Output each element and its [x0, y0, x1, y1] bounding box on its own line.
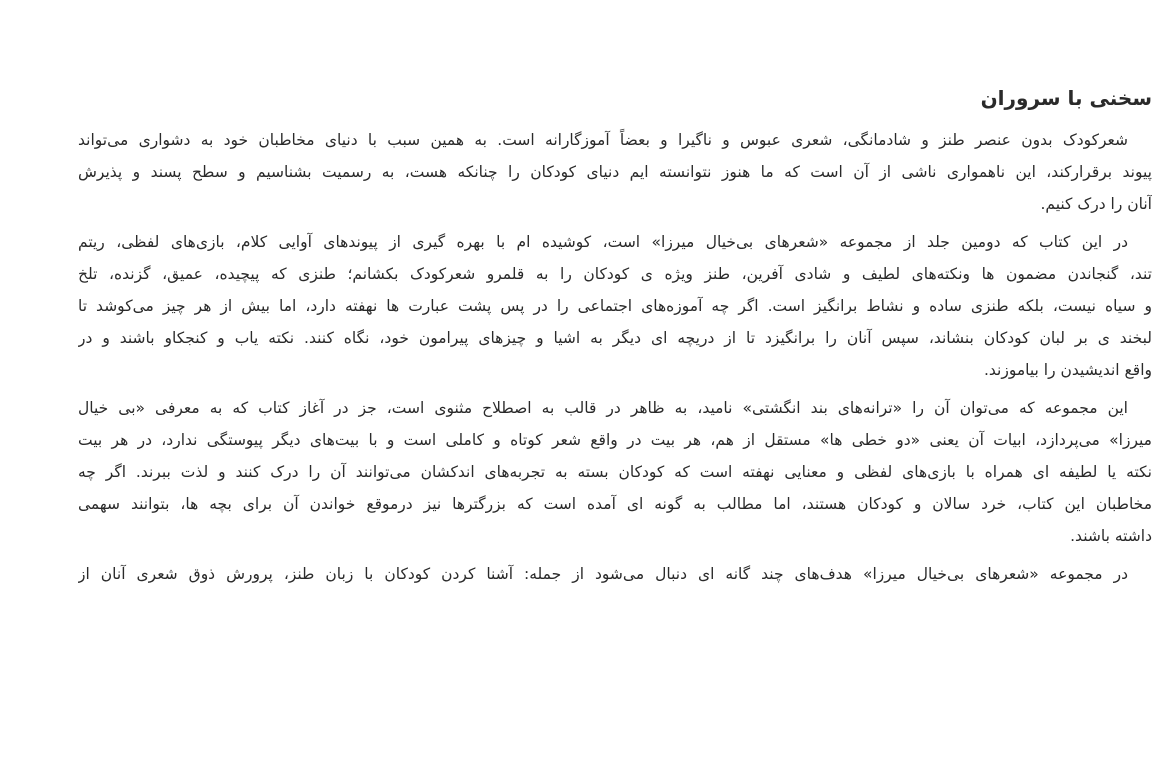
paragraph-1: [78, 124, 1152, 220]
paragraph-line: پیوند برقرارکند، این ناهمواری ناشی از آن است که ما هنوز نتوانسته ایم دنیای کودکان را چنانکه هست، به رسمیت بشناسیم و سطح پسند و پذیرش: [78, 163, 1152, 181]
book-page: [78, 78, 1152, 596]
paragraph-line: در مجموعه «شعرهای بی‌خیال میرزا» هدف‌های چند گانه ای دنبال می‌شود از جمله: آشنا کردن کودکان با زبان طنز، پرورش ذوق شعری آنان از: [78, 565, 1128, 583]
paragraph-line: تند، گنجاندن مضمون ها ونکته‌های لطیف و شادی آفرین، طنز ویژه ی کودکان را به قلمرو شعرکودک بکشانم؛ طنزی که پیچیده، عمیق، گزنده، تلخ: [78, 265, 1152, 283]
paragraph-line: واقع اندیشیدن را بیاموزند.: [983, 361, 1152, 379]
paragraph-line: این مجموعه که می‌توان آن را «ترانه‌های بند انگشتی» نامید، به ظاهر در قالب به اصطلاح مثنوی است، جز در آغاز کتاب که به معرفی «بی خیال: [78, 399, 1128, 417]
paragraph-line: نکته یا لطیفه ای همراه با بازی‌های لفظی و معنایی نهفته است که کودکان بسته به تجربه‌های اندکشان می‌توانند آن را درک کنند و لذت ببرند. اگر چه: [78, 463, 1152, 481]
paragraph-4: [78, 558, 1152, 590]
paragraph-line: آنان را درک کنیم.: [1040, 195, 1152, 213]
paragraph-line: لبخند ی بر لبان کودکان بنشاند، سپس آنان را برانگیزد تا از دریچه ای دیگر به اشیا و چیزهای پیرامون خود، نگاه کنند. نکته یاب و کنجکاو باشند و در: [78, 329, 1152, 347]
paragraph-line: و سیاه نیست، بلکه طنزی ساده و نشاط برانگیز است. اگر چه آموزه‌های اجتماعی را در پس پشت عبارت ها نهفته دارد، اما بیش از هر چیز می‌کوشد تا: [78, 297, 1152, 315]
paragraph-line: داشته باشند.: [1070, 527, 1152, 545]
paragraph-3: [78, 392, 1152, 552]
paragraph-line: مخاطبان این کتاب، خرد سالان و کودکان هستند، اما مطالب به گونه ای آمده است که بزرگترها نیز درموقع خواندن آن برای بچه ها، بتوانند سهمی: [78, 495, 1152, 513]
paragraph-2: [78, 226, 1152, 386]
paragraph-line: شعرکودک بدون عنصر طنز و شادمانگی، شعری عبوس و ناگیرا و بعضاً آموزگارانه است. به همین سبب با دنیای مخاطبان خود به دشواری می‌تواند: [78, 131, 1128, 149]
paragraph-line: میرزا» می‌پردازد، ابیات آن یعنی «دو خطی ها» مستقل از هم، هر بیت در واقع شعر کوتاه و کاملی است و با بیت‌های دیگر پیوستگی ندارد، در هر بیت: [78, 431, 1152, 449]
paragraph-line: در این کتاب که دومین جلد از مجموعه «شعرهای بی‌خیال میرزا» است، کوشیده ام با بهره گیری از پیوندهای آوایی کلام، بازی‌های لفظی، ریتم: [78, 233, 1128, 251]
section-heading: سخنی با سروران: [980, 86, 1152, 110]
